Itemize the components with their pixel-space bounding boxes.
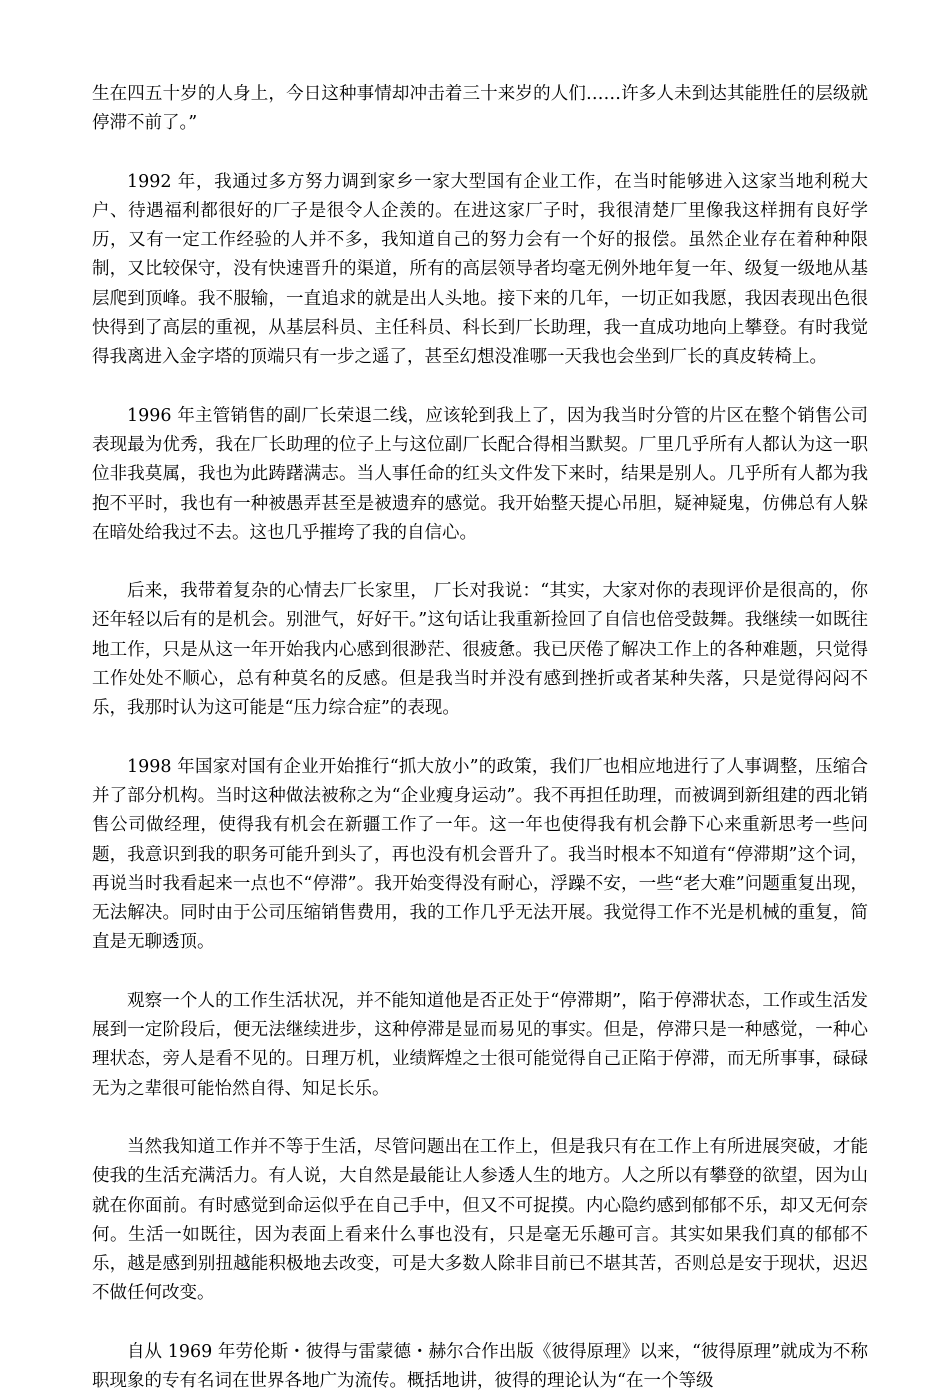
document-page <box>92 80 868 1396</box>
paragraph-2: 1992 年，我通过多方努力调到家乡一家大型国有企业工作，在当时能够进入这家当地利税大户、待遇福利都很好的厂子是很令人企羡的。在进这家厂子时，我很清楚厂里像我这样拥有良好学历，又有一定工作经验的人并不多，我知道自己的努力会有一个好的报偿。虽然企业存在着种种限制，又比较保守，没有快速晋升的渠道，所有的高层领导者均毫无例外地年复一年、级复一级地从基层爬到顶峰。我不服输，一直追求的就是出人头地。接下来的几年，一切正如我愿，我因表现出色很快得到了高层的重视，从基层科员、主任科员、科长到厂长助理，我一直成功地向上攀登。有时我觉得我离进入金字塔的顶端只有一步之遥了，甚至幻想没准哪一天我也会坐到厂长的真皮转椅上。 <box>92 171 868 368</box>
paragraph-7: 当然我知道工作并不等于生活，尽管问题出在工作上，但是我只有在工作上有所进展突破，才能使我的生活充满活力。有人说，大自然是最能让人参透人生的地方。人之所以有攀登的欲望，因为山就在你面前。有时感觉到命运似乎在自己手中，但又不可捉摸。内心隐约感到郁郁不乐，却又无何奈何。生活一如既往，因为表面上看来什么事也没有，只是毫无乐趣可言。其实如果我们真的郁郁不乐，越是感到别扭越能积极地去改变，可是大多数人除非目前已不堪其苦，否则总是安于现状，迟迟不做任何改变。 <box>92 1136 868 1304</box>
paragraph-6: 观察一个人的工作生活状况，并不能知道他是否正处于“停滞期”，陷于停滞状态，工作或生活发展到一定阶段后，便无法继续进步，这种停滞是显而易见的事实。但是，停滞只是一种感觉，一种心理状态，旁人是看不见的。日理万机，业绩辉煌之士很可能觉得自己正陷于停滞，而无所事事，碌碌无为之辈很可能怡然自得、知足长乐。 <box>92 990 868 1099</box>
paragraph-1: 生在四五十岁的人身上，今日这种事情却冲击着三十来岁的人们……许多人未到达其能胜任的层级就停滞不前了。” <box>92 84 868 134</box>
paragraph-5: 1998 年国家对国有企业开始推行“抓大放小”的政策，我们厂也相应地进行了人事调整，压缩合并了部分机构。当时这种做法被称之为“企业瘦身运动”。我不再担任助理，而被调到新组建的西北销售公司做经理，使得我有机会在新疆工作了一年。这一年也使得我有机会静下心来重新思考一些问题，我意识到我的职务可能升到头了，再也没有机会晋升了。我当时根本不知道有“停滞期”这个词，再说当时我看起来一点也不“停滞”。我开始变得没有耐心，浮躁不安，一些“老大难”问题重复出现，无法解决。同时由于公司压缩销售费用，我的工作几乎无法开展。我觉得工作不光是机械的重复，简直是无聊透顶。 <box>92 756 868 953</box>
paragraph-3: 1996 年主管销售的副厂长荣退二线，应该轮到我上了，因为我当时分管的片区在整个销售公司表现最为优秀，我在厂长助理的位子上与这位副厂长配合得相当默契。厂里几乎所有人都认为这一职位非我莫属，我也为此踌躇满志。当人事任命的红头文件发下来时，结果是别人。几乎所有人都为我抱不平时，我也有一种被愚弄甚至是被遗弃的感觉。我开始整天提心吊胆，疑神疑鬼，仿佛总有人躲在暗处给我过不去。这也几乎摧垮了我的自信心。 <box>92 405 868 543</box>
paragraph-4: 后来，我带着复杂的心情去厂长家里， 厂长对我说：“其实，大家对你的表现评价是很高的，你还年轻以后有的是机会。别泄气，好好干。”这句话让我重新捡回了自信也倍受鼓舞。我继续一如既往地工作，只是从这一年开始我内心感到很渺茫、很疲惫。我已厌倦了解决工作上的各种难题，只觉得工作处处不顺心，总有种莫名的反感。但是我当时并没有感到挫折或者某种失落，只是觉得闷闷不乐，我那时认为这可能是“压力综合症”的表现。 <box>92 581 868 719</box>
paragraph-8: 自从 1969 年劳伦斯・彼得与雷蒙德・赫尔合作出版《彼得原理》以来，“彼得原理”就成为不称职现象的专有名词在世界各地广为流传。概括地讲，彼得的理论认为“在一个等级 <box>92 1341 868 1391</box>
